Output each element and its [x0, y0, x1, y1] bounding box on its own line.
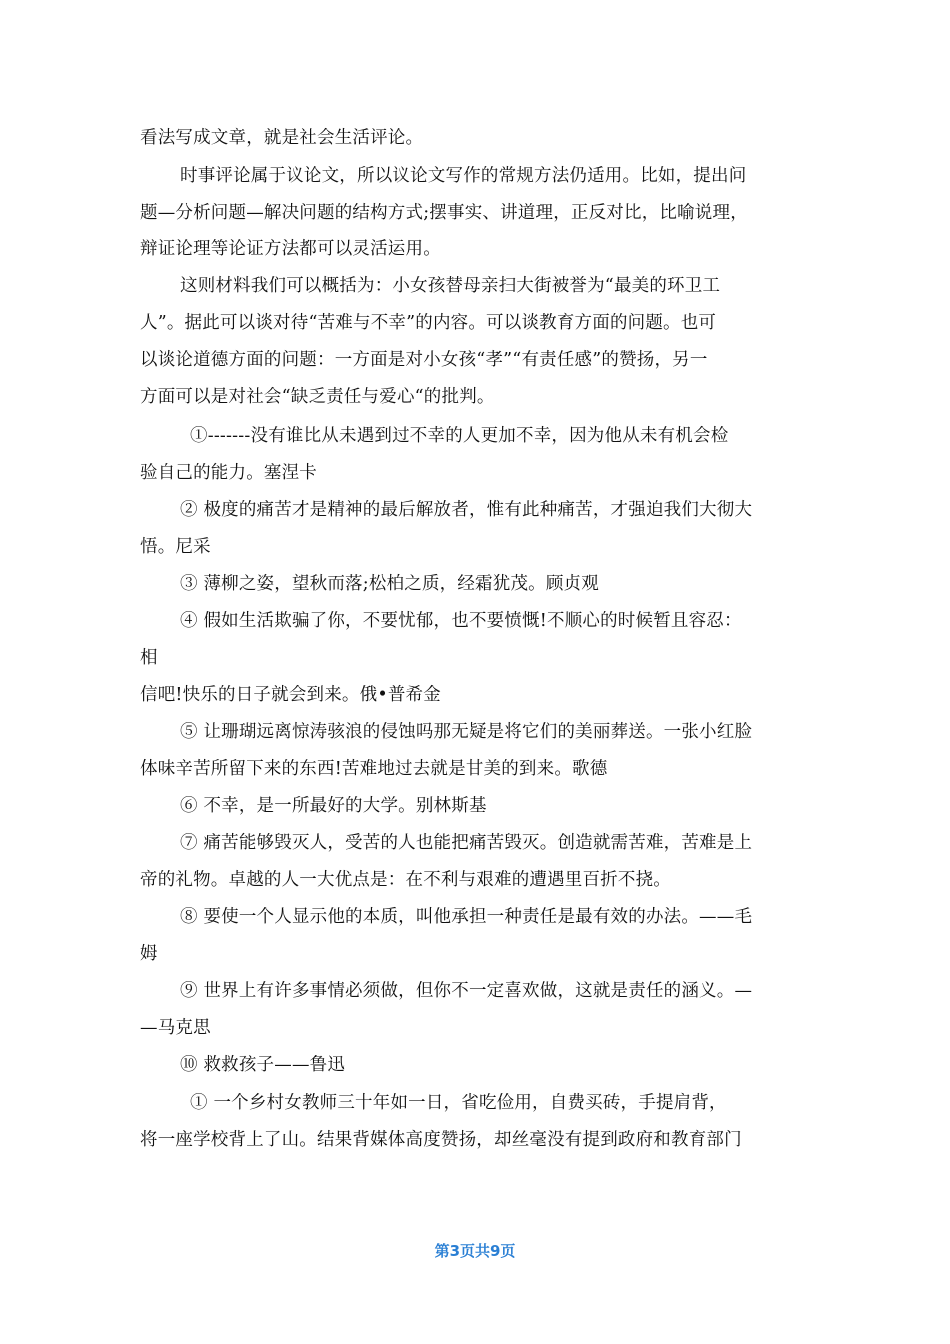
quote-line: 信吧!快乐的日子就会到来。俄•普希金	[140, 685, 441, 705]
quote-line: ⑧ 要使一个人显示他的本质，叫他承担一种责任是最有效的办法。——毛	[180, 907, 753, 927]
quote-line: 姆	[140, 944, 158, 964]
text-line: 将一座学校背上了山。结果背媒体高度赞扬，却丝毫没有提到政府和教育部门	[140, 1130, 742, 1150]
quote-line: ③ 薄柳之姿，望秋而落;松柏之质，经霜犹茂。顾贞观	[180, 574, 599, 594]
quote-line: ①-------没有谁比从未遇到过不幸的人更加不幸，因为他从未有机会检	[190, 426, 729, 446]
text-line: 方面可以是对社会“缺乏责任与爱心“的批判。	[140, 387, 495, 407]
text-line: ① 一个乡村女教师三十年如一日，省吃俭用，自费买砖，手提肩背，	[190, 1093, 727, 1113]
text-line: 题—分析问题—解决问题的结构方式;摆事实、讲道理，正反对比，比喻说理，	[140, 203, 748, 223]
quote-line: ⑥ 不幸，是一所最好的大学。别林斯基	[180, 796, 487, 816]
quote-line: 相	[140, 648, 158, 668]
quote-line: ④ 假如生活欺骗了你，不要忧郁，也不要愤慨!不顺心的时候暂且容忍：	[180, 611, 742, 631]
quote-line: ⑦ 痛苦能够毁灭人，受苦的人也能把痛苦毁灭。创造就需苦难，苦难是上	[180, 833, 753, 853]
quote-line: ⑤ 让珊瑚远离惊涛骇浪的侵蚀吗那无疑是将它们的美丽葬送。一张小红脸	[180, 722, 753, 742]
text-line: 看法写成文章，就是社会生活评论。	[140, 128, 424, 148]
text-line: 时事评论属于议论文，所以议论文写作的常规方法仍适用。比如，提出问	[180, 166, 747, 186]
quote-line: 体味辛苦所留下来的东西!苦难地过去就是甘美的到来。歌德	[140, 759, 608, 779]
quote-line: ⑩ 救救孩子——鲁迅	[180, 1055, 346, 1075]
text-line: 以谈论道德方面的问题：一方面是对小女孩“孝”“有责任感”的赞扬，另一	[140, 350, 708, 370]
quote-line: —马克思	[140, 1018, 211, 1038]
quote-line: ⑨ 世界上有许多事情必须做，但你不一定喜欢做，这就是责任的涵义。—	[180, 981, 753, 1001]
quote-line: 帝的礼物。卓越的人一大优点是：在不利与艰难的遭遇里百折不挠。	[140, 870, 671, 890]
text-line: 人”。据此可以谈对待“苦难与不幸”的内容。可以谈教育方面的问题。也可	[140, 313, 717, 333]
quote-line: 悟。尼采	[140, 537, 211, 557]
quote-line: 验自己的能力。塞涅卡	[140, 463, 317, 483]
page-number: 第3页共9页	[434, 1242, 516, 1260]
text-line: 这则材料我们可以概括为：小女孩替母亲扫大街被誉为“最美的环卫工	[180, 276, 721, 296]
text-line: 辩证论理等论证方法都可以灵活运用。	[140, 239, 441, 259]
quote-line: ② 极度的痛苦才是精神的最后解放者，惟有此种痛苦，才强迫我们大彻大	[180, 500, 753, 520]
